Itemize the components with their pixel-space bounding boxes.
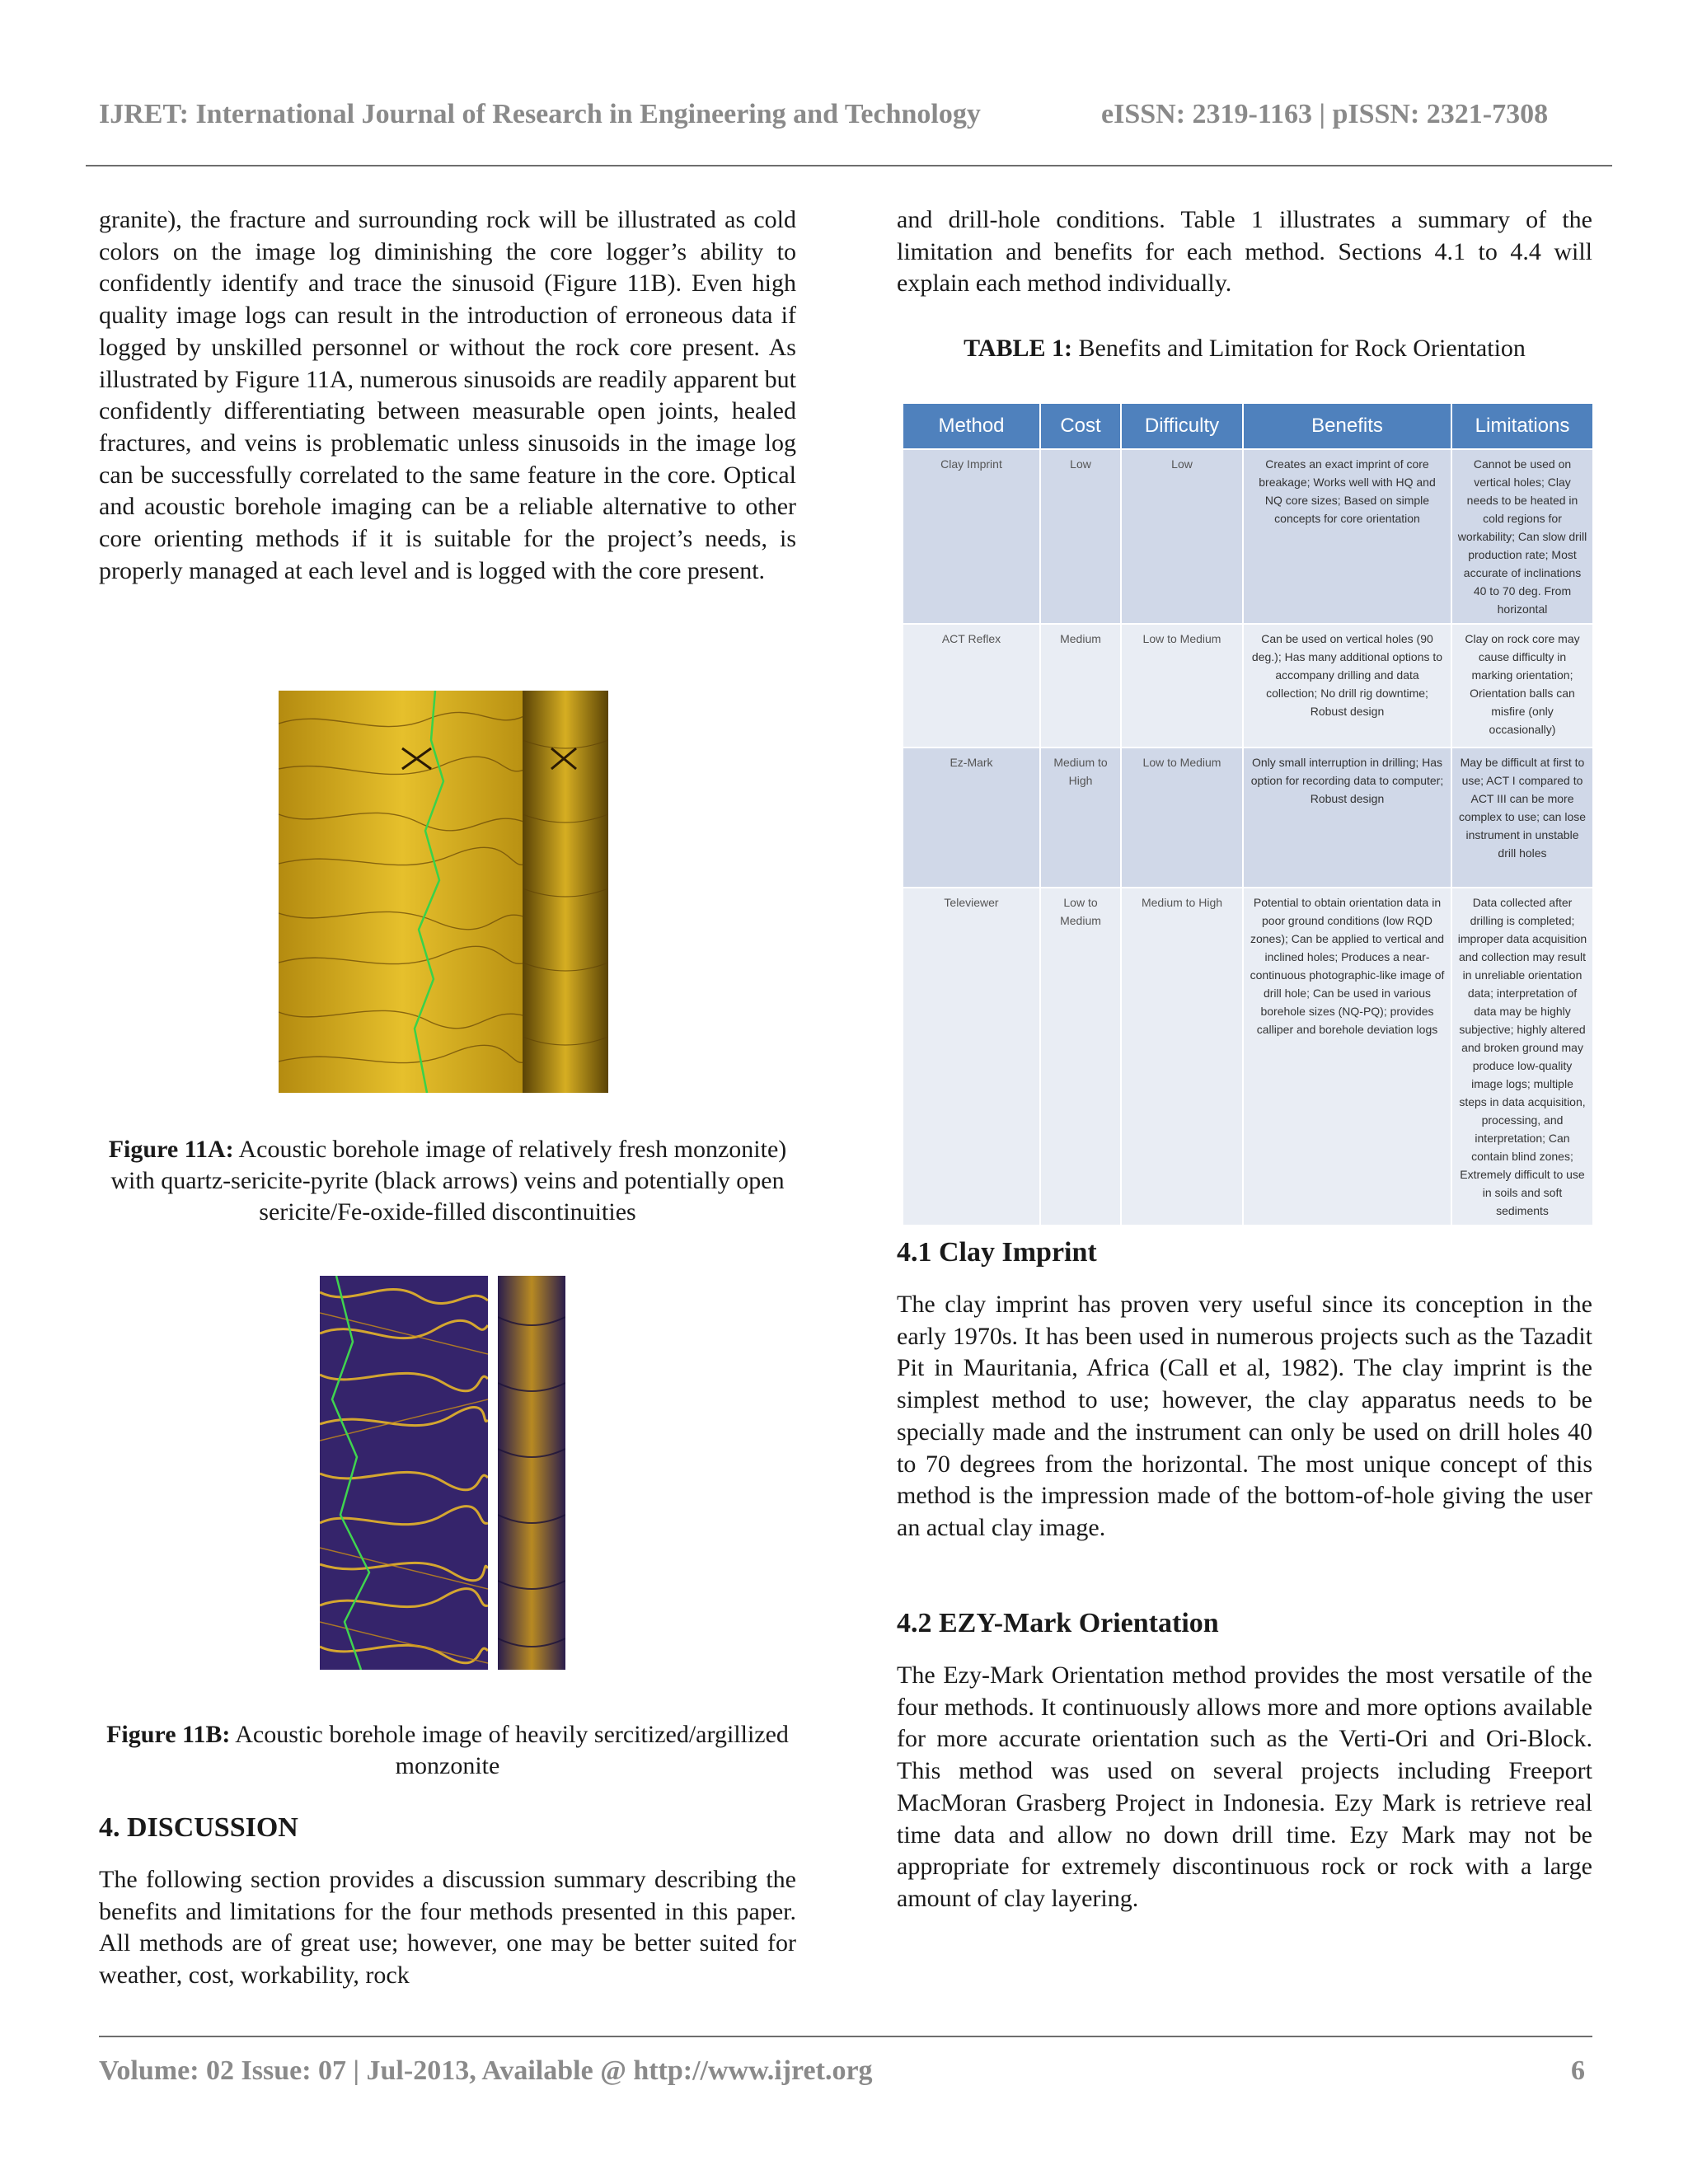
cell-method: ACT Reflex [903, 624, 1040, 748]
cell-limitations: Data collected after drilling is completed; improper data acquisition and collection may result in unreliable orientation data; interpretation of data may be highly subjective; highly altered and broken ground may produce low-quality image logs; multiple steps in data acquisition, processing, and interpretation; Can contain blind zones; Extremely difficult to use in soils and soft sediments [1451, 888, 1593, 1226]
cell-difficulty: Medium to High [1121, 888, 1243, 1226]
discussion-text: The following section provides a discussion summary describing the benefits and limitations for the four methods presented in this paper. All methods are of great use; however, one may be better suited for weather, cost, workability, rock [99, 1866, 796, 1990]
cell-method: Televiewer [903, 888, 1040, 1226]
cell-difficulty: Low to Medium [1121, 748, 1243, 888]
figure-11a-label: Figure 11A: [108, 1136, 234, 1163]
figure-11b-image-log [320, 1276, 488, 1670]
cell-limitations: Cannot be used on vertical holes; Clay needs to be heated in cold regions for workability; Can slow drill production rate; Most accurate of inclinations 40 to 70 deg. From horizontal [1451, 449, 1593, 624]
table-caption [897, 333, 1592, 364]
issn-header: eISSN: 2319-1163 | pISSN: 2321-7308 [1101, 99, 1549, 129]
footer-volume: Volume: 02 Issue: 07 | Jul-2013, Available @ http://www.ijret.org [99, 2055, 873, 2086]
cell-limitations: May be difficult at first to use; ACT I compared to ACT III can be more complex to use; can lose instrument in unstable drill holes [1451, 748, 1593, 888]
header-benefits: Benefits [1243, 403, 1451, 449]
figure-11b-caption [99, 1719, 796, 1782]
figure-11a-caption [99, 1134, 796, 1228]
header-difficulty: Difficulty [1121, 403, 1243, 449]
figure-11b-core-image [498, 1276, 565, 1670]
table-row [903, 449, 1593, 624]
table-row [903, 888, 1593, 1226]
header-method: Method [903, 403, 1040, 449]
journal-header: IJRET: International Journal of Research in Engineering and Technology [99, 99, 981, 129]
figure-11b-label: Figure 11B: [106, 1721, 231, 1748]
cell-cost: Medium to High [1040, 748, 1121, 888]
figure-11a-image-log [279, 691, 526, 1093]
cell-cost: Low to Medium [1040, 888, 1121, 1226]
footer-rule [99, 2036, 1592, 2037]
table-row [903, 624, 1593, 748]
cell-cost: Low [1040, 449, 1121, 624]
section-4-1-text: The clay imprint has proven very useful since its conception in the early 1970s. It has been used in numerous projects such as the Tazadit Pit in Mauritania, Africa (Call et al, 1982). The clay imprint is the simplest method to use; however, the clay apparatus needs to be specially made and the instrument can only be used on drill holes 40 to 70 degrees from the horizontal. The most unique concept of this method is the impression made of the bottom-of-hole giving the user an actual clay image. [897, 1291, 1592, 1541]
section-4-2-heading: 4.2 EZY-Mark Orientation [897, 1608, 1219, 1638]
table-title: Benefits and Limitation for Rock Orientation [1078, 335, 1526, 362]
header-limitations: Limitations [1451, 403, 1593, 449]
header-cost: Cost [1040, 403, 1121, 449]
figure-11b-text: Acoustic borehole image of heavily sercitized/argillized monzonite [235, 1721, 789, 1779]
header-rule [86, 165, 1612, 166]
figure-11a-core-image [523, 691, 608, 1093]
cell-method: Ez-Mark [903, 748, 1040, 888]
cell-cost: Medium [1040, 624, 1121, 748]
page-number: 6 [1571, 2055, 1585, 2086]
figure-11a-text: Acoustic borehole image of relatively fresh monzonite) with quartz-sericite-pyrite (black arrows) veins and potentially open sericite/Fe-oxide-filled discontinuities [110, 1136, 787, 1226]
cell-method: Clay Imprint [903, 449, 1040, 624]
cell-benefits: Can be used on vertical holes (90 deg.); Has many additional options to accompany drilling and data collection; No drill rig downtime; Robust design [1243, 624, 1451, 748]
orientation-methods-table [902, 402, 1592, 1217]
section-4-2-text: The Ezy-Mark Orientation method provides the most versatile of the four methods. It continuously allows more and more options available for more accurate orientation such as the Verti-Ori and Ori-Block. This method was used on several projects including Freeport MacMoran Grasberg Project in Indonesia. Ezy Mark is retrieve real time data and allow no down drill time. Ezy Mark may not be appropriate for extremely discontinuous rock or rock with a large amount of clay layering. [897, 1661, 1592, 1912]
table-label: TABLE 1: [964, 335, 1073, 362]
cell-difficulty: Low to Medium [1121, 624, 1243, 748]
left-para-1: granite), the fracture and surrounding rock will be illustrated as cold colors on the image log diminishing the core logger’s ability to confidently identify and trace the sinusoid (Figure 11B). Even high quality image logs can result in the introduction of erroneous data if logged by unskilled personnel or without the rock core present. As illustrated by Figure 11A, numerous sinusoids are readily apparent but confidently differentiating between measurable open joints, healed fractures, and veins is problematic unless sinusoids in the image log can be successfully correlated to the same feature in the core. Optical and acoustic borehole imaging can be a reliable alternative to other core orienting methods if it is suitable for the project’s needs, is properly managed at each level and is logged with the core present. [99, 206, 796, 584]
discussion-heading: 4. DISCUSSION [99, 1812, 298, 1843]
cell-limitations: Clay on rock core may cause difficulty in marking orientation; Orientation balls can misfire (only occasionally) [1451, 624, 1593, 748]
right-para-1: and drill-hole conditions. Table 1 illustrates a summary of the limitation and benefits for each method. Sections 4.1 to 4.4 will explain each method individually. [897, 206, 1592, 298]
cell-benefits: Creates an exact imprint of core breakage; Works well with HQ and NQ core sizes; Based on simple concepts for core orientation [1243, 449, 1451, 624]
cell-difficulty: Low [1121, 449, 1243, 624]
cell-benefits: Only small interruption in drilling; Has option for recording data to computer; Robust design [1243, 748, 1451, 888]
cell-benefits: Potential to obtain orientation data in poor ground conditions (low RQD zones); Can be applied to vertical and inclined holes; Produces a near-continuous photographic-like image of drill hole; Can be used in various borehole sizes (NQ-PQ); provides calliper and borehole deviation logs [1243, 888, 1451, 1226]
table-row [903, 748, 1593, 888]
section-4-1-heading: 4.1 Clay Imprint [897, 1237, 1097, 1268]
table-header-row [903, 403, 1593, 449]
